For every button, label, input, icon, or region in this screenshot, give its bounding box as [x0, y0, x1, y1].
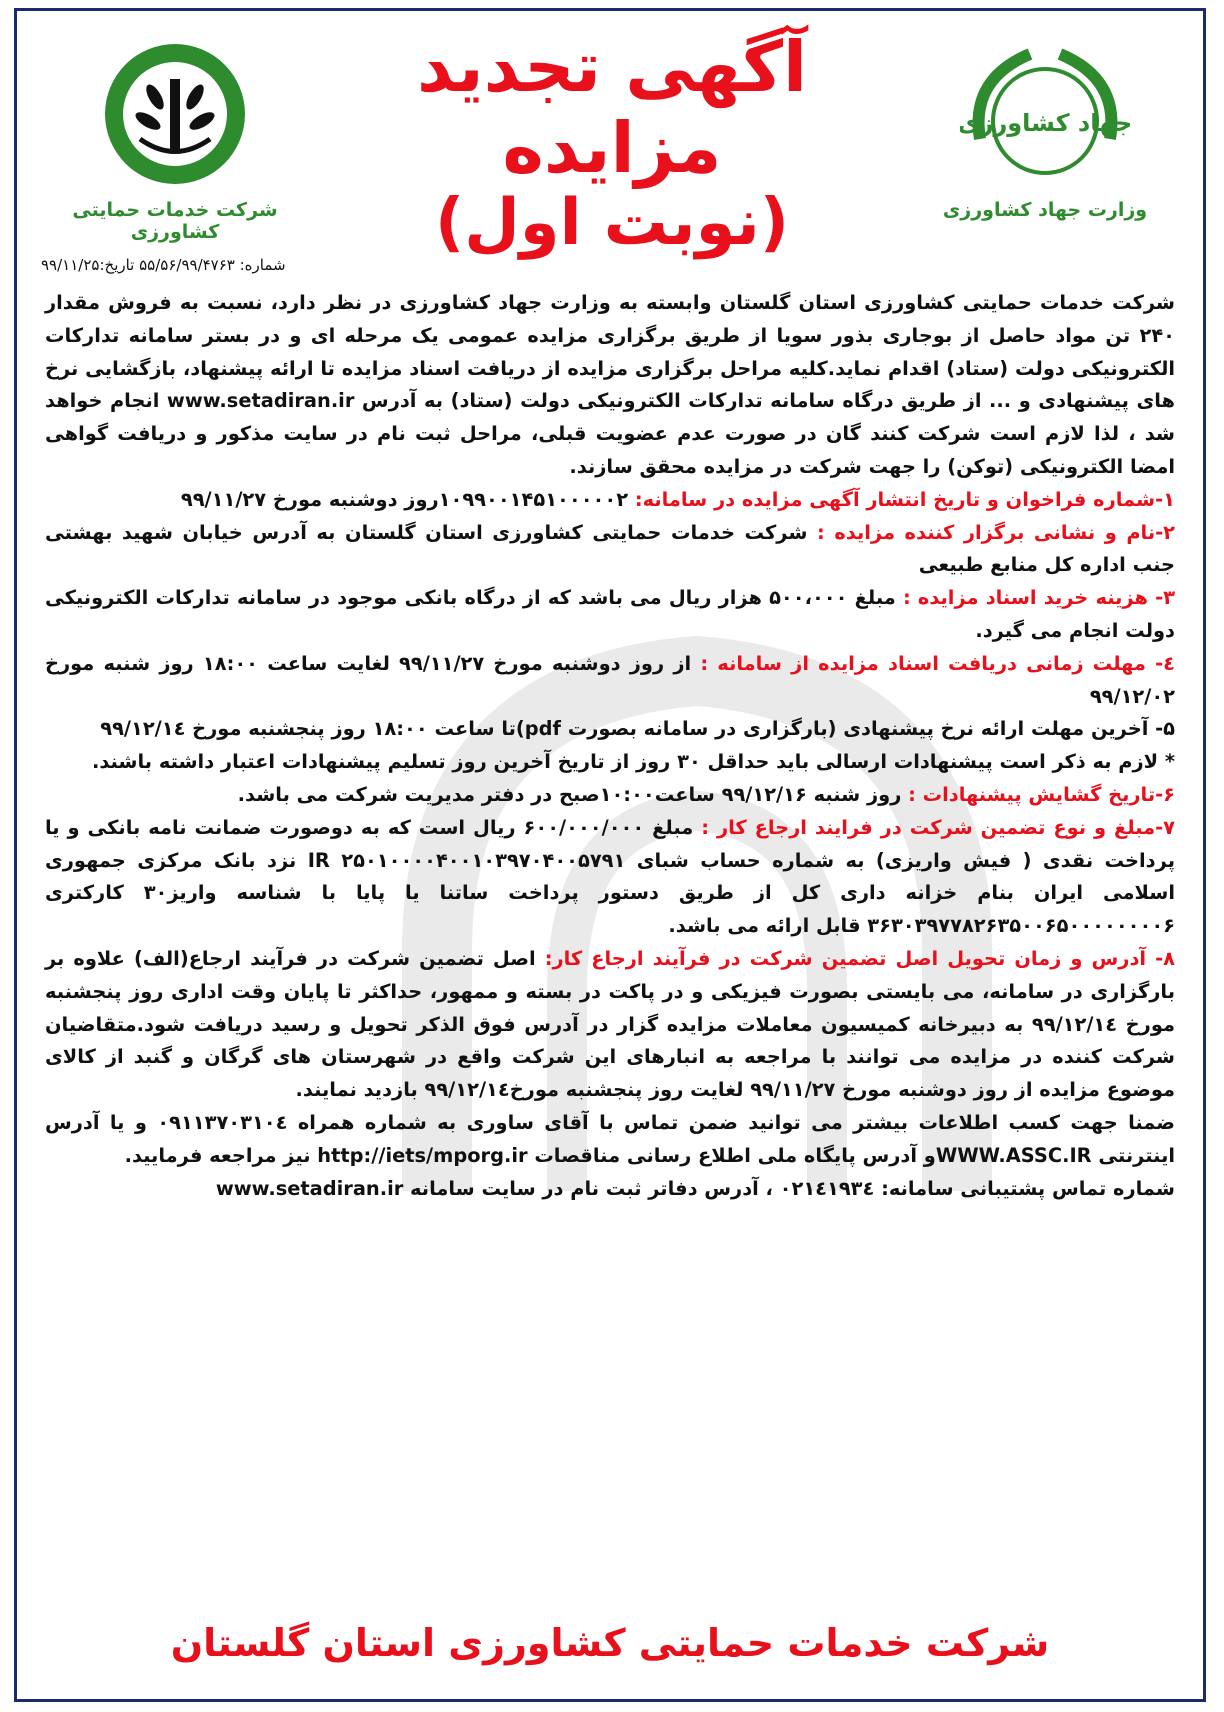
item-text: ۵- آخرین مهلت ارائه نرخ پیشنهادی (بارگزاری در سامانه بصورت pdf)تا ساعت ۱۸:۰۰ روز پنجشنبه مورخ ۹۹/۱۲/۱٤ — [100, 717, 1175, 741]
item-text: ضمنا جهت کسب اطلاعات بیشتر می توانید ضمن تماس با آقای ساوری به شماره همراه ۰۹۱۱۳۷۰۳۱۰٤ و یا آدرس اینترنتی WWW.ASSC.IRو آدرس پایگاه ملی اطلاع رسانی مناقصات http://iets/mporg.ir نیز مراجعه فرمایید. — [45, 1110, 1175, 1167]
ministry-emblem-icon — [960, 39, 1130, 189]
item-4 — [45, 648, 1175, 714]
org-name-left: شرکت خدمات حمایتی کشاورزی — [72, 199, 278, 243]
support-info — [45, 1173, 1175, 1206]
item-label: ۳- هزینه خرید اسناد مزایده : — [902, 586, 1175, 610]
item-label: ۲-نام و نشانی برگزار کننده مزایده : — [817, 520, 1175, 544]
contact-info — [45, 1107, 1175, 1173]
item-label: ٤- مهلت زمانی دریافت اسناد مزایده از سامانه : — [700, 651, 1176, 675]
item-8 — [45, 943, 1175, 1107]
item-1 — [45, 484, 1175, 517]
item-label: ۶-تاریخ گشایش پیشنهادات : — [908, 782, 1175, 806]
item-3 — [45, 582, 1175, 648]
item-6 — [45, 779, 1175, 812]
item-5 — [45, 713, 1175, 746]
item-text: ۱۰۹۹۰۰۱۴۵۱۰۰۰۰۰۲روز دوشنبه مورخ ۹۹/۱۱/۲۷ — [180, 487, 629, 511]
item-text: روز شنبه ۹۹/۱۲/۱۶ ساعت۱۰:۰۰صبح در دفتر مدیریت شرکت می باشد. — [237, 782, 902, 806]
ministry-logo — [925, 39, 1165, 221]
company-emblem-icon — [100, 39, 250, 189]
company-logo — [55, 39, 295, 243]
item-text: اصل تضمین شرکت در فرآیند ارجاع(الف) علاوه بر بارگزاری در سامانه، می بایستی بصورت فیزیکی و در پاکت در بسته و ممهور، حداکثر تا پایان وقت اداری روز پنجشنبه مورخ ۹۹/۱۲/۱٤ به دبیرخانه کمیسیون معاملات مزایده گزار در آدرس فوق الذکر تحویل و رسید دریافت شود.متقاضیان شرکت کننده در مزایده می توانند با مراجعه به انبارهای این شرکت واقع در شهرستان های گرگان و گنبد از کالای موضوع مزایده از روز دوشنبه مورخ ۹۹/۱۱/۲۷ لغایت روز پنجشنبه مورخ۹۹/۱۲/۱٤ بازدید نمایند. — [45, 946, 1175, 1102]
item-text: مبلغ ۵۰۰،۰۰۰ هزار ریال می باشد که از درگاه بانکی موجود در سامانه تدارکات الکترونیکی دولت انجام می گیرد. — [45, 586, 1175, 642]
org-name-right: وزارت جهاد کشاورزی — [942, 199, 1148, 221]
item-2 — [45, 517, 1175, 583]
notice-body — [45, 287, 1175, 1205]
page-title: آگهی تجدید مزایده — [417, 26, 807, 189]
item-text: شماره تماس پشتیبانی سامانه: ۰۲۱٤۱۹۳٤ ، آدرس دفاتر ثبت نام در سایت سامانه www.setadiran.ir — [215, 1176, 1175, 1200]
item-text: مبلغ ۶۰۰/۰۰۰/۰۰۰ ریال است که به دوصورت ضمانت نامه بانکی و یا پرداخت نقدی ( فیش واریزی) به شماره حساب شبای IR ۲۵۰۱۰۰۰۰۴۰۰۱۰۳۹۷۰۴۰۰۵۷۹۱ نزد بانک مرکزی جمهوری اسلامی ایران بنام خزانه داری کل از طریق دستور پرداخت ساتنا یا پایا با شناسه واریز۳۰ کارکتری ۳۶۳۰۳۹۷۷۸۲۶۳۵۰۰۶۵۰۰۰۰۰۰۰۰۶ قابل ارائه می باشد. — [45, 815, 1176, 938]
title-block — [307, 27, 917, 258]
ministry-logo-text: جهاد کشاورزی — [960, 109, 1130, 137]
page-subtitle: (نوبت اول) — [435, 186, 789, 260]
item-text: شرکت خدمات حمایتی کشاورزی استان گلستان به آدرس خیابان شهید بهشتی جنب اداره کل منابع طبیعی — [45, 520, 1175, 577]
reference-number: شماره: ۵۵/۵۶/۹۹/۴۷۶۳ تاریخ:۹۹/۱۱/۲۵ — [41, 256, 286, 274]
intro-paragraph: شرکت خدمات حمایتی کشاورزی استان گلستان وابسته به وزارت جهاد کشاورزی در نظر دارد، نسبت به فروش مقدار ۲۴۰ تن مواد حاصل از بوجاری بذور سویا از طریق برگزاری مزایده عمومی یک مرحله ای و در بستر سامانه تدارکات الکترونیکی دولت (ستاد) اقدام نماید.کلیه مراحل برگزاری مزایده از دریافت اسناد مزایده تا ارائه پیشنهاد، بازگشایی نرخ های پیشنهادی و ... از طریق درگاه سامانه تدارکات الکترونیکی دولت (ستاد) به آدرس www.setadiran.ir انجام خواهد شد ، لذا لازم است شرکت کنند گان در صورت عدم عضویت قبلی، مراحل ثبت نام در سایت مذکور و دریافت گواهی امضا الکترونیکی (توکن) را جهت شرکت در مزایده محقق سازند. — [45, 291, 1175, 478]
footer-company-name: شرکت خدمات حمایتی کشاورزی استان گلستان — [170, 1621, 1050, 1665]
item-7 — [45, 812, 1175, 943]
item-label: ۸- آدرس و زمان تحویل اصل تضمین شرکت در فرآیند ارجاع کار: — [544, 946, 1175, 970]
item-text: * لازم به ذکر است پیشنهادات ارسالی باید حداقل ۳۰ روز از تاریخ آخرین روز تسلیم پیشنهادات اعتبار داشته باشند. — [91, 750, 1175, 774]
validity-note — [45, 746, 1175, 779]
item-text: از روز دوشنبه مورخ ۹۹/۱۱/۲۷ لغایت ساعت ۱۸:۰۰ روز شنبه مورخ ۹۹/۱۲/۰۲ — [45, 651, 1175, 708]
item-label: ۱-شماره فراخوان و تاریخ انتشار آگهی مزایده در سامانه: — [634, 487, 1175, 511]
item-label: ۷-مبلغ و نوع تضمین شرکت در فرایند ارجاع کار : — [701, 815, 1175, 839]
notice-frame — [14, 8, 1206, 1702]
header — [17, 11, 1203, 261]
